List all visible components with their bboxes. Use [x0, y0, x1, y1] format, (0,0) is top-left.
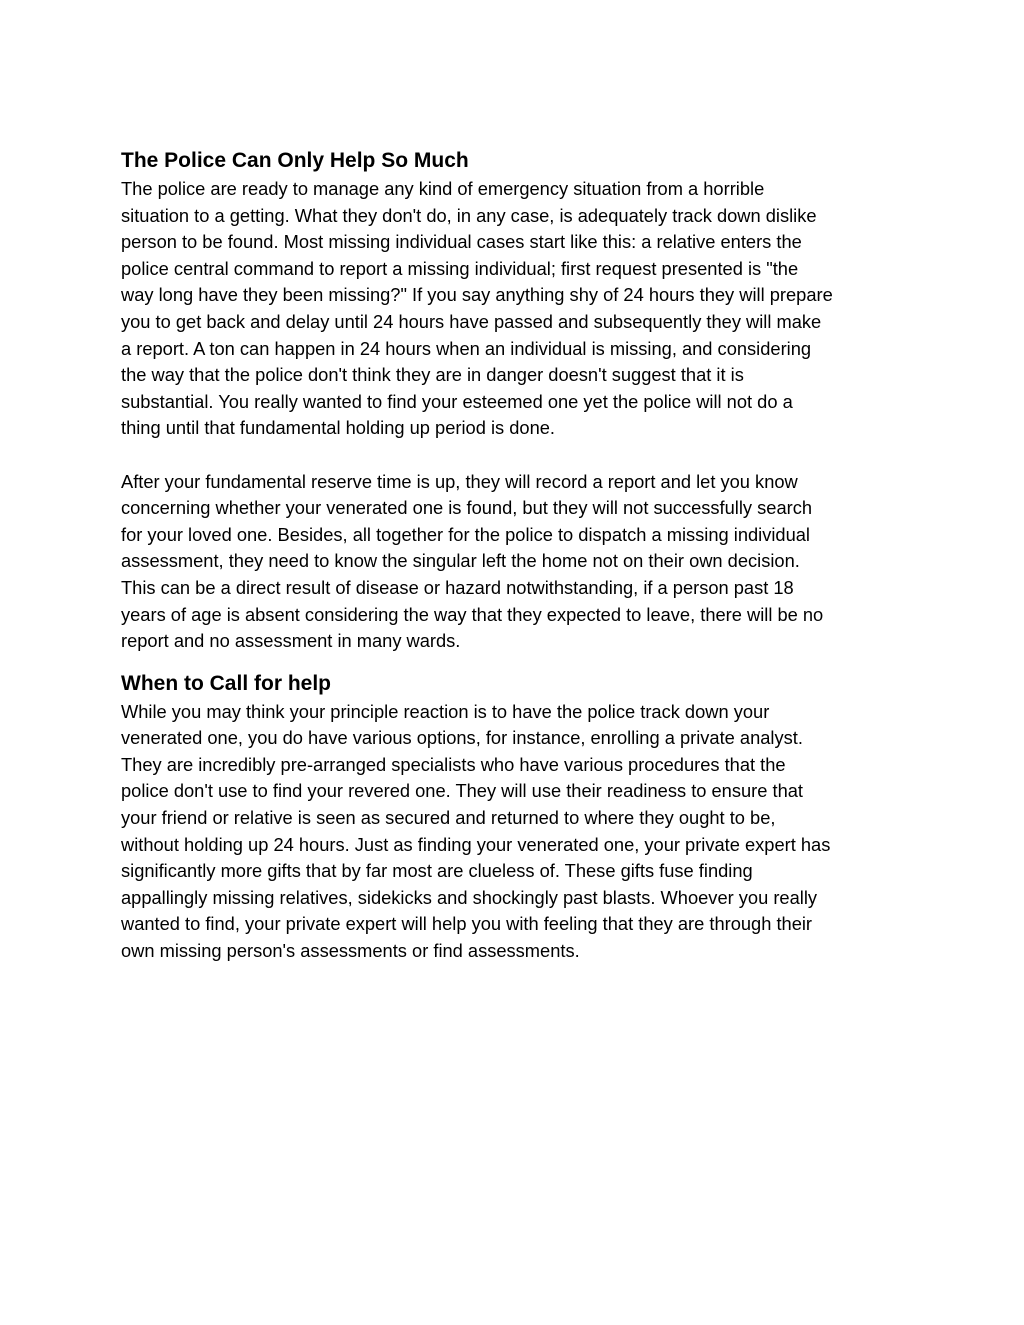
- paragraph-line: for your loved one. Besides, all together for the police to dispatch a missing individual: [121, 523, 810, 545]
- paragraph-line: significantly more gifts that by far most are clueless of. These gifts fuse finding: [121, 860, 753, 882]
- paragraph-line: concerning whether your venerated one is found, but they will not successfully search: [121, 497, 813, 519]
- paragraph-line: police central command to report a missing individual; first request presented is "the: [121, 257, 799, 279]
- section-heading-call-for-help: When to Call for help: [121, 671, 331, 695]
- paragraph-line: The police are ready to manage any kind of emergency situation from a horrible: [121, 178, 765, 199]
- paragraph-line: without holding up 24 hours. Just as finding your venerated one, your private expert has: [121, 833, 831, 855]
- paragraph-line: person to be found. Most missing individual cases start like this: a relative enters the: [121, 231, 802, 253]
- paragraph-line: This can be a direct result of disease or hazard notwithstanding, if a person past 18: [121, 576, 794, 598]
- paragraph-line: While you may think your principle reaction is to have the police track down your: [121, 700, 770, 722]
- section-spacer: [121, 655, 921, 669]
- paragraph-line: substantial. You really wanted to find your esteemed one yet the police will not do a: [121, 390, 793, 412]
- paragraph-line: your friend or relative is seen as secured and returned to where they ought to be,: [121, 807, 776, 829]
- paragraph-after-wait: [121, 469, 921, 655]
- paragraph-line: After your fundamental reserve time is up, they will record a report and let you know: [121, 470, 798, 492]
- paragraph-line: years of age is absent considering the way that they expected to leave, there will be no: [121, 603, 824, 625]
- paragraph-police-limits: [121, 176, 921, 442]
- paragraph-line: a report. A ton can happen in 24 hours when an individual is missing, and considering: [121, 337, 812, 359]
- paragraph-line: way long have they been missing?" If you say anything shy of 24 hours they will prepare: [121, 284, 833, 306]
- paragraph-line: own missing person's assessments or find assessments.: [121, 940, 580, 962]
- section-heading-police: The Police Can Only Help So Much: [121, 149, 469, 172]
- paragraph-line: police don't use to find your revered one. They will use their readiness to ensure that: [121, 780, 803, 802]
- paragraph-line: situation to a getting. What they don't do, in any case, is adequately track down dislike: [121, 204, 817, 226]
- paragraph-private-analyst: [121, 699, 921, 965]
- paragraph-line: appallingly missing relatives, sidekicks and shockingly past blasts. Whoever you really: [121, 886, 818, 908]
- paragraph-line: thing until that fundamental holding up period is done.: [121, 417, 555, 439]
- document-page: [121, 146, 921, 965]
- paragraph-line: you to get back and delay until 24 hours have passed and subsequently they will make: [121, 310, 822, 332]
- paragraph-line: wanted to find, your private expert will help you with feeling that they are through their: [121, 913, 813, 935]
- paragraph-line: assessment, they need to know the singular left the home not on their own decision.: [121, 550, 800, 572]
- paragraph-line: They are incredibly pre-arranged specialists who have various procedures that the: [121, 753, 786, 775]
- paragraph-line: venerated one, you do have various options, for instance, enrolling a private analyst.: [121, 727, 803, 749]
- paragraph-spacer: [121, 442, 921, 469]
- paragraph-line: report and no assessment in many wards.: [121, 630, 461, 652]
- paragraph-line: the way that the police don't think they are in danger doesn't suggest that it is: [121, 364, 744, 386]
